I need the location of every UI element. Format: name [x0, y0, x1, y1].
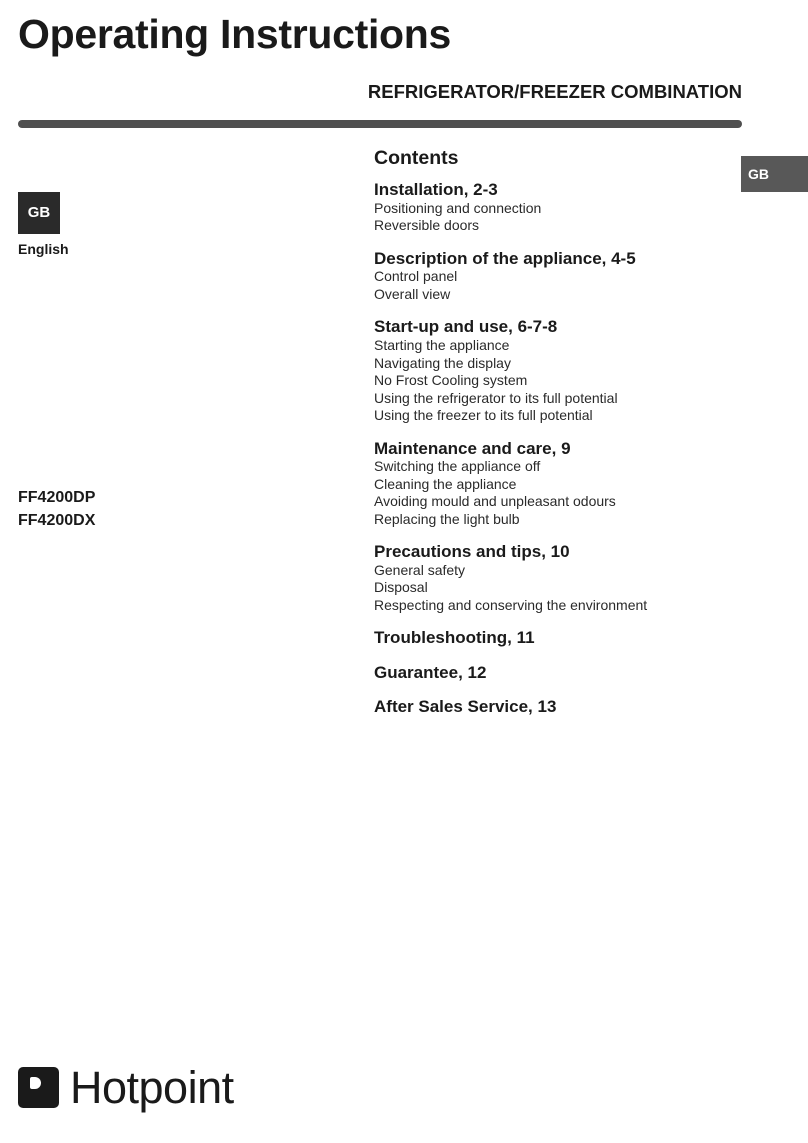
toc-item: Using the refrigerator to its full potential	[374, 389, 618, 406]
toc-item: Using the freezer to its full potential	[374, 407, 593, 424]
language-label: English	[18, 241, 69, 257]
hotpoint-logo-icon	[18, 1067, 59, 1108]
toc-item: No Frost Cooling system	[374, 372, 528, 389]
brand-name: Hotpoint	[70, 1062, 234, 1113]
model-number: FF4200DX	[18, 512, 96, 529]
toc-item: Replacing the light bulb	[374, 510, 520, 527]
toc-item: Navigating the display	[374, 354, 511, 371]
toc-section-after-sales	[374, 697, 734, 717]
toc-item: Control panel	[374, 268, 458, 285]
toc-section-installation	[374, 180, 734, 235]
toc-section-title: Precautions and tips, 10	[374, 542, 570, 562]
toc-item: General safety	[374, 561, 466, 578]
language-badge: GB	[18, 192, 60, 234]
toc-section-title: Troubleshooting, 11	[374, 628, 535, 648]
toc-section-maintenance	[374, 439, 734, 529]
header-divider	[18, 120, 742, 128]
toc-section-start-up	[374, 317, 734, 424]
toc-item: Avoiding mould and unpleasant odours	[374, 493, 616, 510]
model-number: FF4200DP	[18, 489, 96, 506]
toc-item: Cleaning the appliance	[374, 475, 517, 492]
brand-logo	[18, 1062, 234, 1113]
toc-section-title: Maintenance and care, 9	[374, 438, 571, 458]
document-title: Operating Instructions	[18, 11, 452, 57]
toc-section-title: Guarantee, 12	[374, 662, 487, 682]
toc-section-title: Description of the appliance, 4-5	[374, 248, 636, 268]
toc-item: Disposal	[374, 579, 428, 596]
toc-item: Positioning and connection	[374, 199, 542, 216]
toc-section-guarantee	[374, 663, 734, 683]
document-subtitle: REFRIGERATOR/FREEZER COMBINATION	[367, 81, 742, 102]
toc-section-title: Start-up and use, 6-7-8	[374, 317, 558, 337]
toc-item: Reversible doors	[374, 217, 480, 234]
toc-section-precautions	[374, 542, 734, 614]
language-side-tab: GB	[741, 156, 808, 192]
table-of-contents	[374, 147, 734, 732]
toc-section-troubleshooting	[374, 628, 734, 648]
toc-item: Switching the appliance off	[374, 458, 541, 475]
toc-item: Starting the appliance	[374, 337, 510, 354]
model-list	[18, 486, 95, 532]
toc-section-title: Installation, 2-3	[374, 180, 498, 200]
toc-section-description	[374, 249, 734, 304]
toc-section-title: After Sales Service, 13	[374, 697, 557, 717]
toc-item: Respecting and conserving the environment	[374, 596, 648, 613]
contents-heading: Contents	[374, 147, 459, 169]
toc-item: Overall view	[374, 285, 451, 302]
